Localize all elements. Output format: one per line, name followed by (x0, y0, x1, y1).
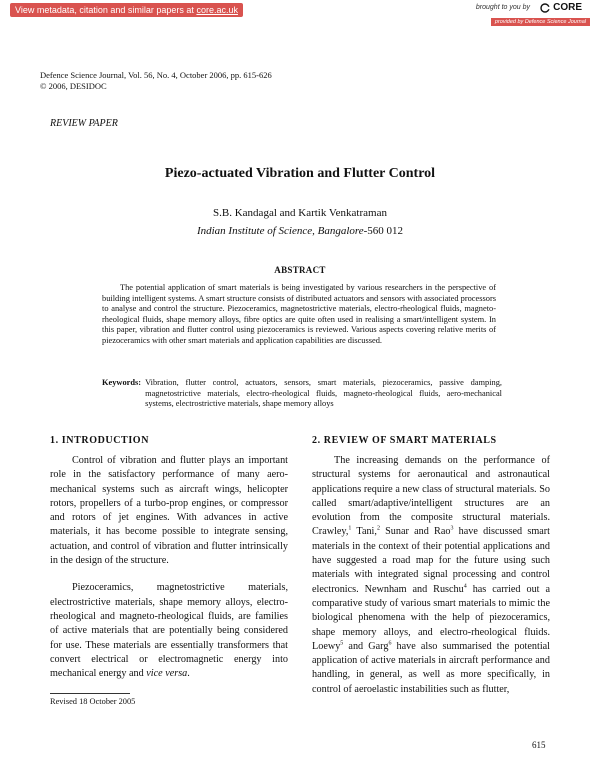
review-text-3: Sunar and Rao (379, 526, 451, 538)
paper-type-label: REVIEW PAPER (50, 118, 118, 129)
core-metadata-text: View metadata, citation and similar papers at (15, 5, 197, 15)
core-metadata-link[interactable] (10, 3, 243, 17)
intro-p2-italic: vice versa (146, 668, 188, 680)
abstract-heading: ABSTRACT (274, 265, 326, 275)
citation-ref-2: 2 (376, 526, 380, 533)
core-logo-icon (540, 3, 550, 13)
footnote-rule (50, 693, 130, 694)
core-logo[interactable] (540, 2, 582, 13)
review-text-6: and Garg (343, 640, 389, 652)
review-text-1: The increasing demands on the performance of structural systems for aeronautical and astronautical applications require a new class of structural materials. So called smart/adaptive/intelligent structures are an evolution from the composite structural materials. Crawley, (312, 455, 550, 538)
review-text-4: have discussed smart materials in the context of their potential applications and have suggested a road map for the future using such materials with integrated signal processing and control electronics. Newnham and Ruschu (312, 526, 550, 595)
citation-ref-3: 3 (450, 526, 454, 533)
citation-ref-6: 6 (388, 640, 392, 647)
intro-paragraph-1: Control of vibration and flutter plays an important role in the satisfactory performance of many aero-mechanical systems such as aircraft wings, helicopter rotors, propellers of a turbo-prop engines, or compressor and rotors of jet engines. With advances in active materials, it has become possible to integrate sensing, actuation, and control of vibration and flutter intrinsically in the design of the structure. (50, 455, 288, 567)
section-heading-review: 2. REVIEW OF SMART MATERIALS (312, 435, 497, 446)
revised-date-footnote: Revised 18 October 2005 (50, 697, 136, 706)
review-text-5: has carried out a comparative study of various smart materials to mimic the biological phenomena with the help of piezoceramics, shape memory alloys, and electro-rheological fluids. Loewy (312, 583, 550, 652)
keywords-block (102, 378, 502, 410)
core-link-anchor[interactable]: core.ac.uk (196, 5, 238, 15)
left-column (50, 454, 288, 694)
intro-paragraph-2 (50, 581, 288, 681)
review-text-7: have also summarised the potential application of active materials in aircraft performance and handling, in general, as well as more specifically, in control of aeroelastic instabilities such as flutter, (312, 640, 551, 695)
abstract-text: The potential application of smart materials is being investigated by various researchers in the perspective of building intelligent systems. A smart structure consists of distributed actuators and sensors with associated processors to analyse and control the structure. Piezoceramics, magnetostrictive materials, electro-rheological fluids, magneto-rheological fluids, shape memory alloys, fibre optics are quite often used in realising a smart/intelligent system. In this paper, vibration and flutter control using piezoceramics is reviewed. Various aspects covering relative merits of piezoceramics with other smart materials and application capabilities are discussed. (102, 283, 496, 345)
citation-ref-1: 1 (348, 526, 352, 533)
review-paragraph-1 (312, 454, 550, 697)
core-provided-by[interactable]: provided by Defence Science Journal (491, 18, 590, 26)
journal-copyright: © 2006, DESIDOC (40, 81, 107, 91)
citation-ref-4: 4 (463, 583, 467, 590)
core-brought-text: brought to you by (475, 4, 530, 11)
right-column (312, 454, 550, 710)
keywords-label: Keywords: (102, 378, 142, 387)
keywords-text: Vibration, flutter control, actuators, sensors, smart materials, piezoceramics, passive damping, magnetostrictive materials, electro-rheological fluids, magneto-rheological fluids, aero-mechanical systems, electrostrictive materials, shape memory alloys (145, 378, 502, 409)
affiliation-institution: Indian Institute of Science, Bangalore (196, 225, 364, 237)
journal-citation: Defence Science Journal, Vol. 56, No. 4, October 2006, pp. 615-626 (40, 70, 272, 80)
section-heading-introduction: 1. INTRODUCTION (50, 435, 150, 446)
affiliation-pin: -560 012 (363, 225, 404, 237)
page-number: 615 (532, 740, 546, 750)
review-text-2: Tani, (351, 526, 377, 538)
intro-p2-end: . (187, 668, 190, 680)
core-name: CORE (553, 2, 582, 13)
citation-ref-5: 5 (340, 640, 344, 647)
journal-info (40, 70, 272, 92)
intro-p2-start: Piezoceramics, magnetostrictive materials, electrostrictive materials, shape memory alloys, electro-rheological and magneto-rheological fluids, are families of active materials that are potentially being considered for use. These materials are essentially transformers that convert electrical or electromagnetic energy into mechanical energy and (50, 582, 288, 680)
paper-title: Piezo-actuated Vibration and Flutter Control (164, 166, 436, 181)
paper-authors: S.B. Kandagal and Kartik Venkatraman (213, 207, 387, 219)
author-affiliation (0, 225, 600, 237)
